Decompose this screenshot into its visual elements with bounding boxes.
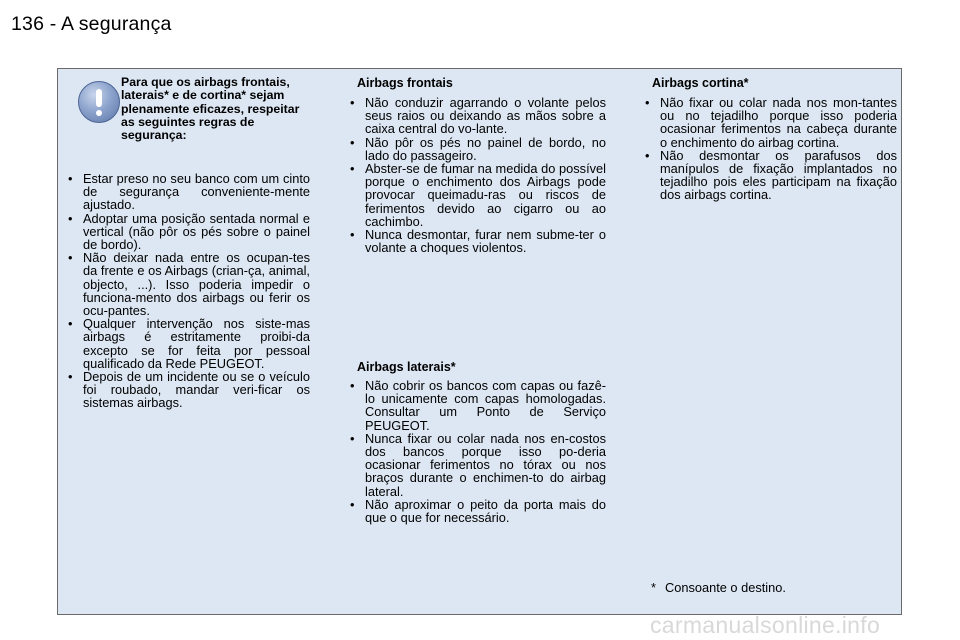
- watermark-area: [650, 614, 950, 640]
- laterais-list: [348, 379, 606, 524]
- intro-title: Para que os airbags frontais, laterais* e de cortina* sejam plenamente eficazes, respeitar as seguintes regras de segurança:: [121, 75, 300, 143]
- list-item: • Não aproximar o peito da porta mais do que o que for necessário.: [348, 498, 606, 524]
- watermark: carmanualsonline.info: [650, 612, 881, 638]
- list-item: • Estar preso no seu banco com um cinto de segurança conveniente-mente ajustado.: [66, 172, 310, 212]
- footnote: [651, 581, 786, 594]
- frontais-list: [348, 96, 606, 254]
- list-item: • Nunca desmontar, furar nem subme-ter o volante a choques violentos.: [348, 228, 606, 254]
- list-item: • Nunca fixar ou colar nada nos en-costos dos bancos porque isso po-deria ocasionar ferimentos no tórax ou nos braços durante o enchimen-to do airbag lateral.: [348, 432, 606, 498]
- list-item: • Adoptar uma posição sentada normal e vertical (não pôr os pés sobre o painel de bordo).: [66, 212, 310, 252]
- list-item: • Não deixar nada entre os ocupan-tes da frente e os Airbags (crian-ça, animal, objecto, ...). Isso poderia impedir o funciona-mento dos airbags ou ferir os ocu-pantes.: [66, 251, 310, 317]
- list-item: • Depois de um incidente ou se o veículo foi roubado, mandar veri-ficar os sistemas airbags.: [66, 370, 310, 410]
- list-item: • Qualquer intervenção nos siste-mas airbags é estritamente proibi-da excepto se for feita por pessoal qualificado da Rede PEUGEOT.: [66, 317, 310, 370]
- frontais-heading: Airbags frontais: [357, 76, 453, 90]
- list-item: • Não pôr os pés no painel de bordo, no lado do passageiro.: [348, 136, 606, 162]
- list-item: • Abster-se de fumar na medida do possível porque o enchimento dos Airbags pode provocar queimadu-ras ou riscos de ferimentos devido ao cigarro ou ao cachimbo.: [348, 162, 606, 228]
- warning-exclamation-icon: [78, 81, 120, 123]
- list-item: • Não fixar ou colar nada nos mon-tantes ou no tejadilho porque isso poderia ocasionar ferimentos na cabeça durante o enchimento do airbag cortina.: [643, 96, 897, 149]
- footnote-star: *: [651, 580, 656, 595]
- list-item: • Não desmontar os parafusos dos manípulos de fixação implantados no tejadilho pois eles participam na fixação dos airbags cortina.: [643, 149, 897, 202]
- cortina-heading: Airbags cortina*: [652, 76, 749, 90]
- exclamation-bar: [96, 89, 102, 107]
- laterais-heading: Airbags laterais*: [357, 360, 456, 374]
- cortina-list: [643, 96, 897, 202]
- list-item: • Não cobrir os bancos com capas ou fazê-lo unicamente com capas homologadas. Consultar um Ponto de Serviço PEUGEOT.: [348, 379, 606, 432]
- intro-list: [66, 172, 310, 410]
- page-header: 136 - A segurança: [11, 13, 172, 35]
- footnote-text: Consoante o destino.: [664, 580, 786, 595]
- list-item: • Não conduzir agarrando o volante pelos seus raios ou deixando as mãos sobre a caixa central do vo-lante.: [348, 96, 606, 136]
- exclamation-dot: [96, 110, 102, 116]
- safety-panel: [57, 68, 902, 615]
